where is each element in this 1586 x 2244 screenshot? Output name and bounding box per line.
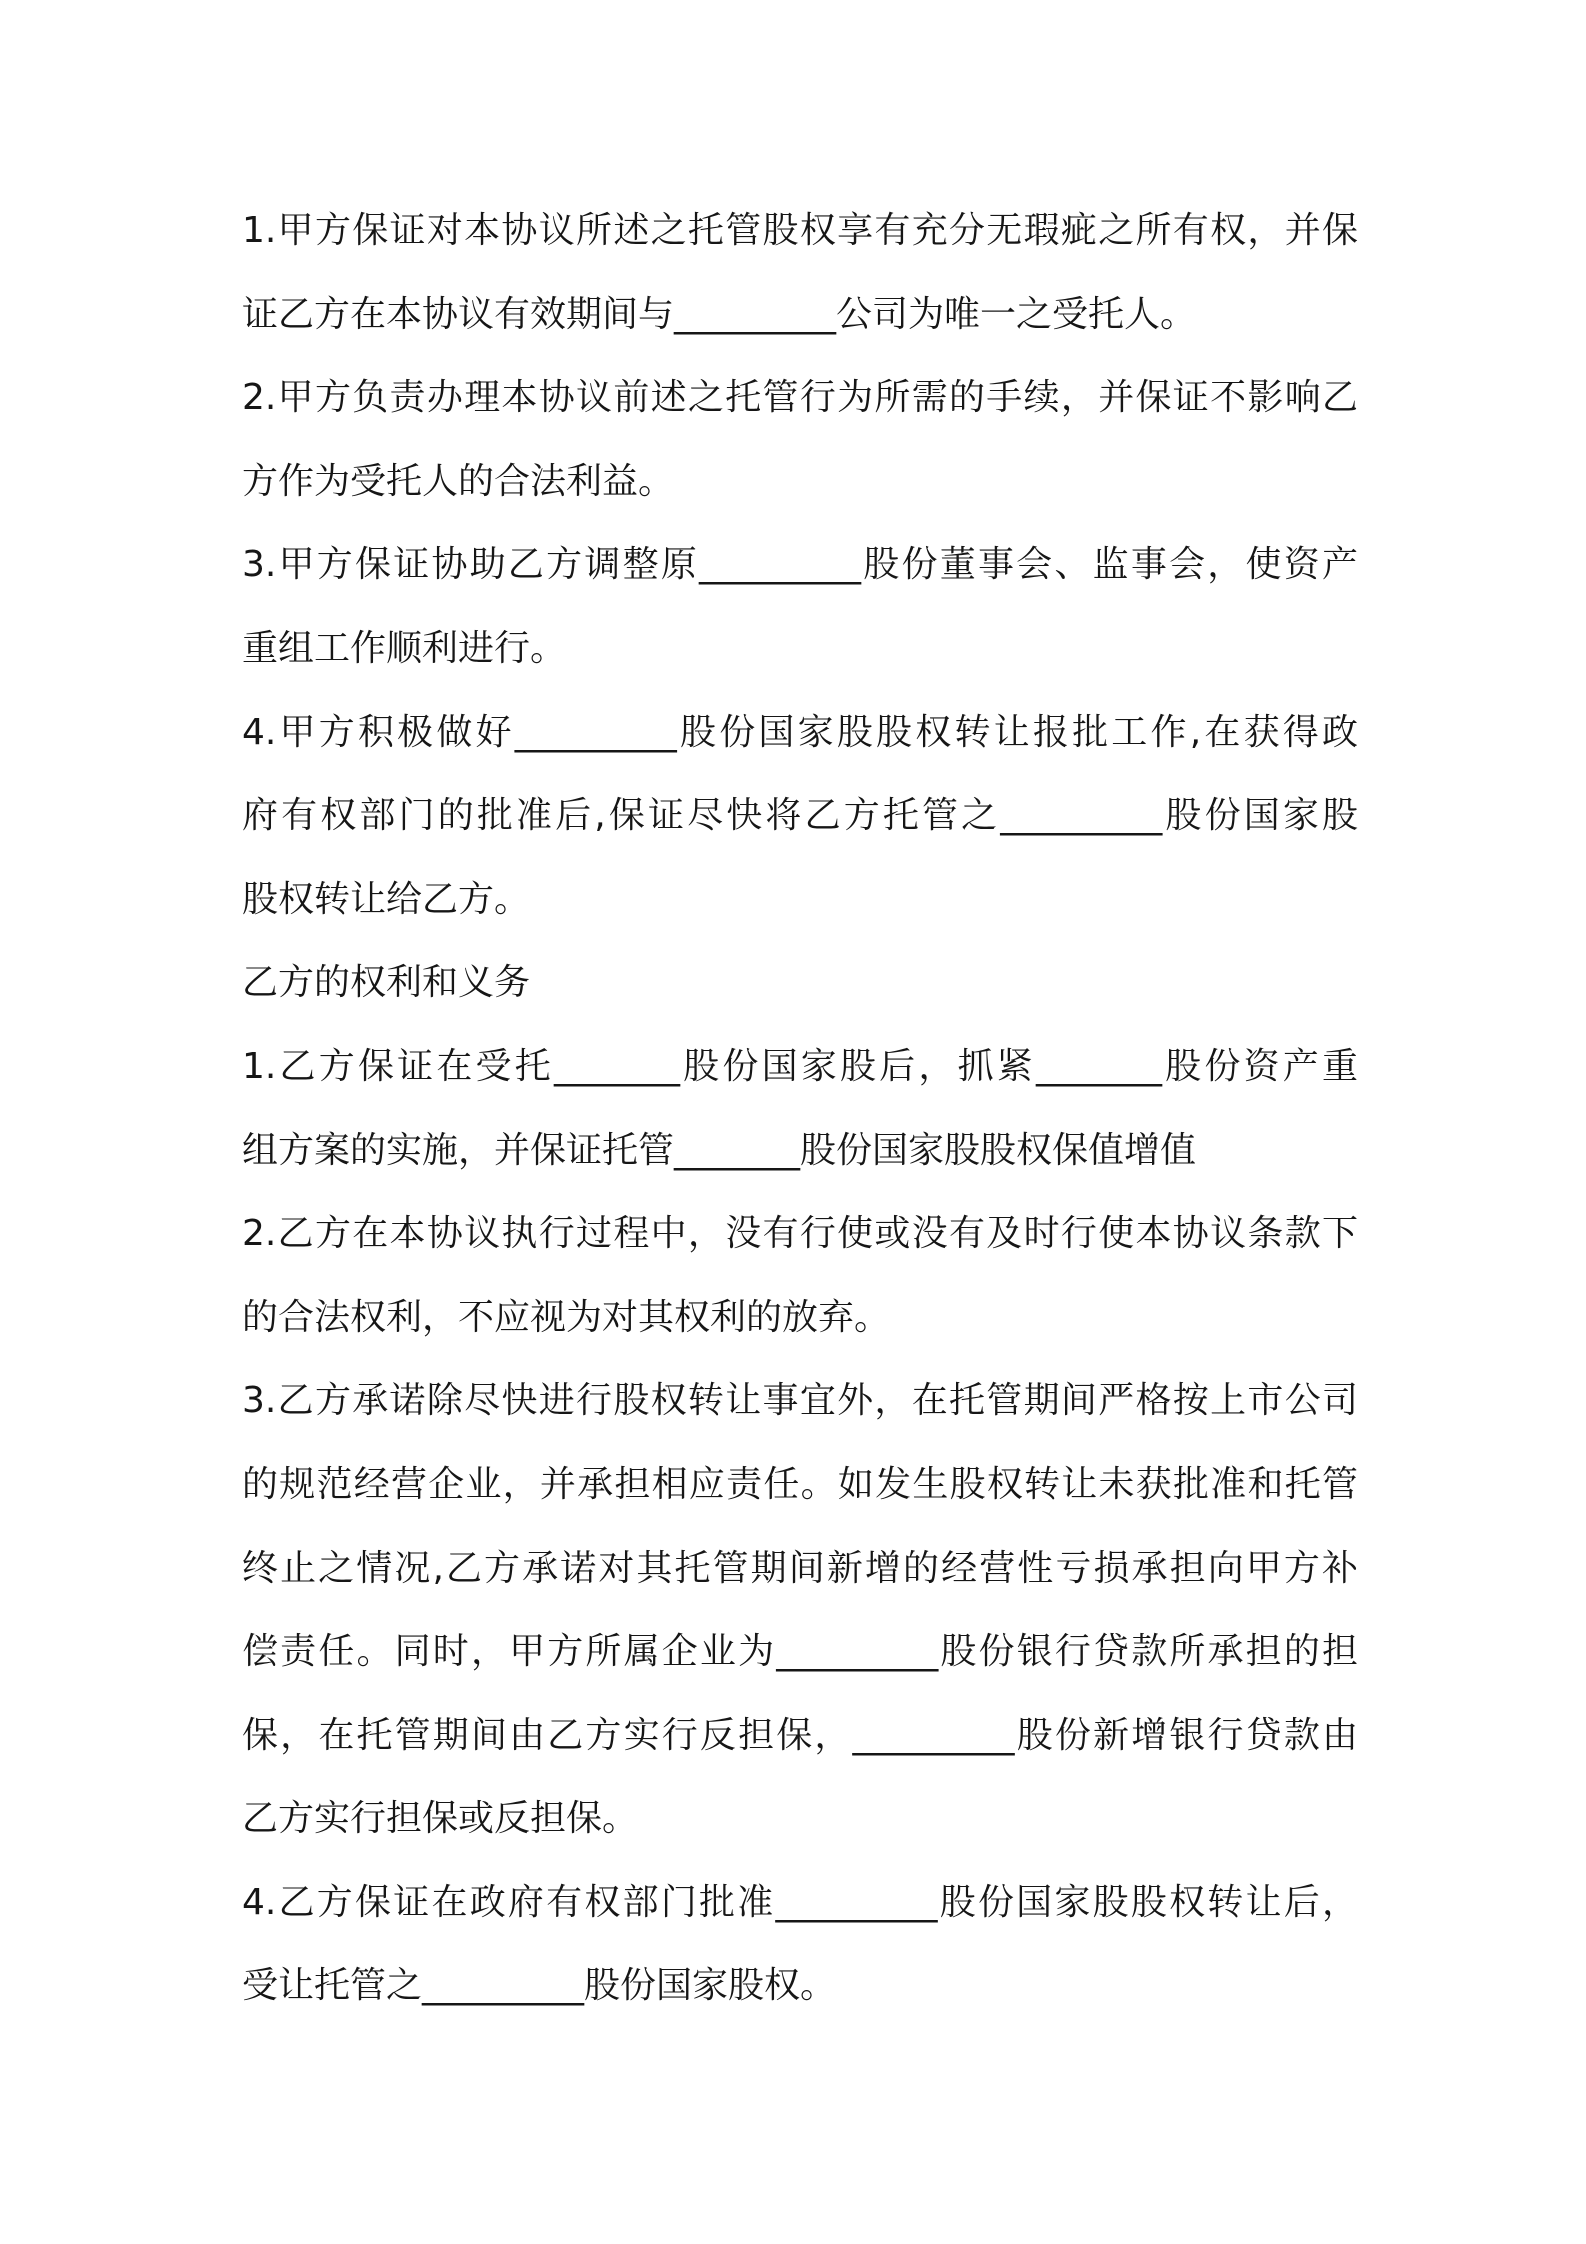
clause-line: 3.甲方保证协助乙方调整原_________股份董事会、监事会，使资产 <box>242 544 1358 586</box>
party-a-clause-2 <box>242 356 1358 523</box>
party-b-clause-1 <box>242 1025 1358 1192</box>
party-a-clause-1 <box>242 189 1358 356</box>
party-b-clause-2 <box>242 1192 1358 1359</box>
clause-line: 1.乙方保证在受托_______股份国家股后，抓紧_______股份资产重 <box>242 1045 1358 1087</box>
clause-line: 府有权部门的批准后,保证尽快将乙方托管之_________股份国家股 <box>242 795 1358 837</box>
clause-line: 4.乙方保证在政府有权部门批准_________股份国家股股权转让后， <box>242 1881 1358 1923</box>
clause-line: 终止之情况,乙方承诺对其托管期间新增的经营性亏损承担向甲方补 <box>242 1547 1358 1589</box>
clause-line: 偿责任。同时，甲方所属企业为_________股份银行贷款所承担的担 <box>242 1631 1358 1673</box>
clause-line: 重组工作顺利进行。 <box>242 627 567 669</box>
clause-line: 4.甲方积极做好_________股份国家股股权转让报批工作,在获得政 <box>242 711 1358 753</box>
party-b-clause-4 <box>242 1861 1358 2028</box>
party-b-clause-3 <box>242 1359 1358 1861</box>
clause-line: 3.乙方承诺除尽快进行股权转让事宜外，在托管期间严格按上市公司 <box>242 1380 1358 1422</box>
clause-line: 组方案的实施，并保证托管_______股份国家股股权保值增值 <box>242 1129 1197 1171</box>
clause-line: 股权转让给乙方。 <box>242 878 531 920</box>
clause-line: 的合法权利，不应视为对其权利的放弃。 <box>242 1296 891 1338</box>
party-b-section <box>242 941 1358 1025</box>
party-a-clause-3 <box>242 523 1358 690</box>
clause-line: 保，在托管期间由乙方实行反担保，_________股份新增银行贷款由 <box>242 1714 1358 1756</box>
section-heading: 乙方的权利和义务 <box>242 962 531 1004</box>
clause-line: 证乙方在本协议有效期间与_________公司为唯一之受托人。 <box>242 293 1197 335</box>
clause-line: 1.甲方保证对本协议所述之托管股权享有充分无瑕疵之所有权，并保 <box>242 210 1358 251</box>
clause-line: 的规范经营企业，并承担相应责任。如发生股权转让未获批准和托管 <box>242 1463 1358 1505</box>
clause-line: 2.甲方负责办理本协议前述之托管行为所需的手续，并保证不影响乙 <box>242 377 1358 419</box>
clause-line: 2.乙方在本协议执行过程中，没有行使或没有及时行使本协议条款下 <box>242 1213 1358 1255</box>
party-a-clause-4 <box>242 691 1358 942</box>
clause-line: 乙方实行担保或反担保。 <box>242 1798 639 1840</box>
clause-line: 受让托管之_________股份国家股权。 <box>242 1965 837 2007</box>
clause-line: 方作为受托人的合法利益。 <box>242 460 675 502</box>
document-body <box>242 189 1358 2028</box>
